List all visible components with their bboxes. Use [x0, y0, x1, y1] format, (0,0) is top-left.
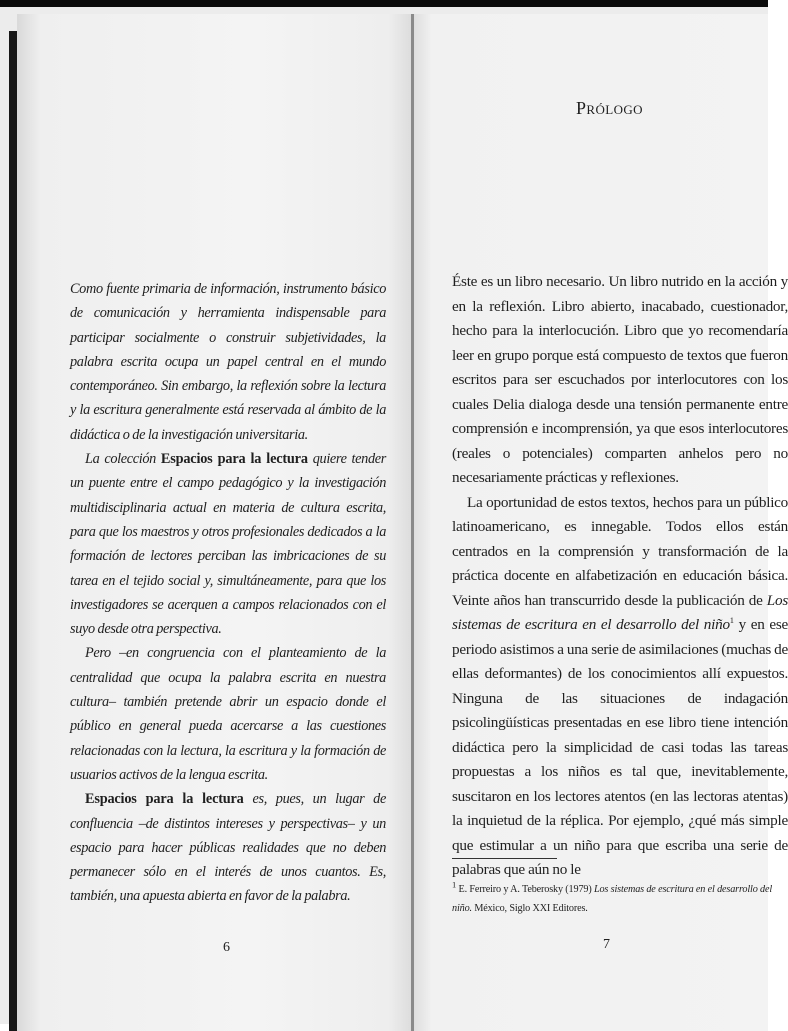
collection-paragraph: La colección Espacios para la lectura quiere tender un puente entre el campo pedagógico y la investigación multidisciplinaria actual en materia de cultura escrita, para que los maestros y otros profesionales dedicados a la formación de lectores perciban las imbricaciones de su tarea en el tejido social y, simultáneamente, para que los investigadores se acerquen a campos relacionados con el suyo desde otra perspectiva.	[70, 451, 386, 638]
footnote-book-title: Los sistemas de escritura en el desarrollo del niño.	[452, 884, 773, 914]
collection-name: Espacios para la lectura	[85, 791, 244, 808]
collection-name: Espacios para la lectura	[160, 451, 308, 468]
collection-paragraph: Pero –en congruencia con el planteamiento de la centralidad que ocupa la palabra escrita en nuestra cultura– también pretende abrir un espacio donde el público en general pueda acercarse a las cuestiones relacionadas con la lectura, la escritura y la formación de usuarios activos de la lengua escrita.	[70, 645, 386, 783]
collection-paragraph: Como fuente primaria de información, instrumento básico de comunicación y herramienta indispensable para participar socialmente o construir subjetividades, la palabra escrita ocupa un papel central en el mundo contemporáneo. Sin embargo, la reflexión sobre la lectura y la escritura generalmente está reservada al ámbito de la didáctica o de la investigación universitaria.	[70, 281, 386, 443]
collection-description	[70, 277, 386, 909]
footnote-separator	[452, 858, 557, 859]
footnote-marker: 1	[452, 879, 457, 890]
scan-left-edge	[9, 31, 17, 1031]
chapter-title: Prólogo	[576, 98, 643, 118]
page-number-left: 6	[223, 940, 230, 955]
book-title: Los sistemas de escritura en el desarrollo del niño	[452, 591, 788, 633]
prologue-paragraph: Éste es un libro necesario. Un libro nutrido en la acción y en la reflexión. Libro abierto, inacabado, cuestionador, hecho para la interlocución. Libro que yo recomendaría leer en grupo porque está compuesto de textos que fueron escritos para ser escuchados por interlocutores con los cuales Delia dialoga desde una tensión permanente entre comprensión e incomprensión, ya que esos interlocutores (reales o potenciales) comparten anhelos pero no necesariamente prácticas y reflexiones.	[452, 273, 788, 486]
collection-paragraph: Espacios para la lectura es, pues, un lugar de confluencia –de distintos intereses y perspectivas– y un espacio para hacer públicas realidades que no deben permanecer sólo en el interés de unos cuantos. Es, también, una apuesta abierta en favor de la palabra.	[70, 791, 386, 905]
prologue-body	[452, 270, 788, 883]
page-number-right: 7	[603, 937, 610, 952]
scan-top-edge	[0, 0, 768, 7]
footnote-reference: 1	[729, 614, 734, 625]
prologue-paragraph: La oportunidad de estos textos, hechos para un público latinoamericano, es innegable. Todos ellos están centrados en la comprensión y transformación de la práctica docente en alfabetización en educación básica. Veinte años han transcurrido desde la publicación de Los sistemas de escritura en el desarrollo del niño$^1$ y en ese periodo asistimos a una serie de asimilaciones (muchas de ellas deformantes) de los conocimientos allí expuestos. Ninguna de las situaciones de indagación psicolingüísticas presentadas en ese libro tiene intención didáctica pero la simplicidad de casi todas las tareas propuestas a los niños es tal que, inevitablemente, suscitaron en los lectores atentos (en las lectoras atentas) la inquietud de la réplica. Por ejemplo, ¿qué más simple que estimular a un niño para que escriba una serie de palabras que aún no le	[452, 493, 788, 878]
footnote: $^1$ E. Ferreiro y A. Teberosky (1979) Los sistemas de escritura en el desarrollo del niño. México, Siglo XXI Editores.	[452, 879, 773, 914]
